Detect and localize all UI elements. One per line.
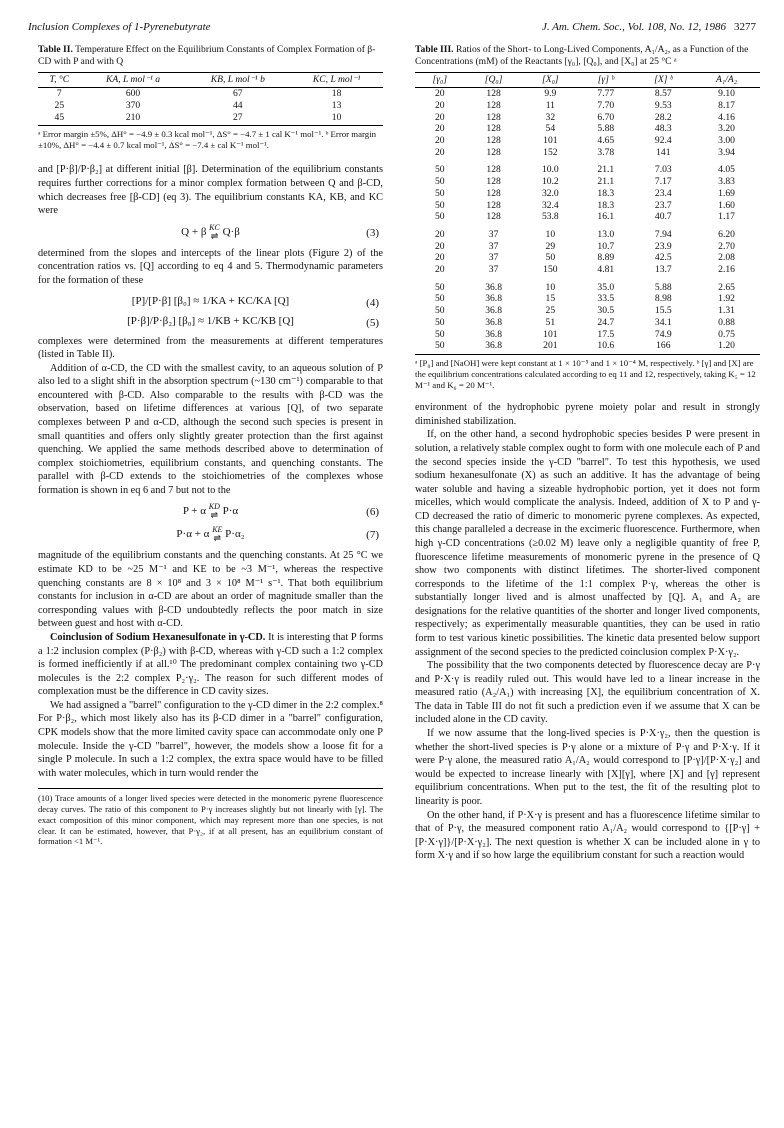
equation-7: P·α + α KE ⇌ P·α₂ (7) (176, 525, 379, 544)
table-cell: 40.7 (654, 211, 672, 223)
table-cell: 150 (543, 264, 558, 276)
table-row (415, 88, 760, 100)
header-left: Inclusion Complexes of 1-Pyrenebutyrate (28, 21, 211, 33)
table-cell: 13 (331, 99, 342, 111)
table-cell: 1.92 (718, 293, 735, 305)
table-cell: 10 (545, 281, 556, 293)
paragraph: Coinclusion of Sodium Hexanesulfonate in γ-CD. It is interesting that P forms a 1:2 inclusion complex (P·β₂) with β-CD, whereas with γ-CD such a 1:2 complex is formed inefficiently if at all.¹⁰ The predominant complex containing two γ-CD molecules is the 2:2 complex P₂·γ₂. The reason for such different modes of complexation must be the difference in CD cavity sizes. (38, 631, 383, 698)
footnote-10: (10) Trace amounts of a longer lived species were detected in the monomeric pyrene fluorescence decay curves. The ratio of this component to P·γ increases slightly but not linearly with [γ]. The exact composition of this minor component, which may represent more than one species, is not clear. It can be estimated, however, that P·γ₂, if at all present, has an equilibrium constant of formation <1 M⁻¹. (38, 788, 383, 847)
paragraph: environment of the hydrophobic pyrene moiety polar and result in strongly diminished stabilization. (415, 402, 760, 427)
table-cell: 54 (545, 123, 556, 135)
table-cell: 28.2 (654, 111, 672, 123)
table-cell: 8.89 (597, 252, 615, 264)
table3-header: A₁/A₂ (693, 72, 760, 88)
table-cell: 20 (435, 240, 445, 252)
table-cell: 1.17 (718, 211, 735, 223)
table-cell: 36.8 (485, 305, 502, 317)
table-cell: 101 (543, 135, 558, 146)
table-cell: 20 (435, 111, 445, 123)
table-cell: 141 (656, 146, 671, 158)
table-cell: 7.70 (597, 99, 615, 111)
table-cell: 50 (435, 281, 445, 293)
table-row (415, 264, 760, 276)
table-cell: 15.5 (654, 305, 672, 317)
table-row (38, 112, 383, 126)
table-row (415, 158, 760, 176)
table-cell: 7.77 (597, 88, 615, 100)
table-cell: 45 (38, 112, 81, 126)
table-cell: 36.8 (485, 281, 502, 293)
table-cell: 3.78 (597, 146, 615, 158)
table-cell: 35.0 (597, 281, 615, 293)
table-cell: 20 (435, 123, 445, 135)
table-cell: 34.1 (654, 316, 672, 328)
table-cell: 20 (435, 264, 445, 276)
table-cell: 50 (435, 328, 445, 340)
table-row (415, 147, 760, 159)
table-cell: 128 (486, 164, 501, 176)
table-cell: 13.0 (597, 228, 615, 240)
table-cell: 30.5 (597, 305, 615, 317)
table-cell: 2.65 (718, 281, 735, 293)
table2-header: KB, L mol⁻¹ b (185, 72, 290, 88)
table3-footnote: ᵃ [P₀] and [NaOH] were kept constant at 1 × 10⁻⁵ and 1 × 10⁻⁴ M, respectively. ᵇ [γ] and [X] are the equilibrium concentrations calculated according to eq 11 and 12, respectively, taking K₅ = 12 M⁻¹ and K₆ = 20 M⁻¹. (415, 357, 756, 391)
table-cell: 1.31 (718, 305, 735, 317)
paragraph: determined from the slopes and intercepts of the linear plots (Figure 2) of the concentration ratios vs. [Q] according to eq 4 and 5. Thermodynamic parameters for the formation of these (38, 247, 383, 286)
table-cell: 50 (435, 305, 445, 317)
table-row (415, 252, 760, 264)
table3-header: [γ] ᵇ (578, 72, 633, 88)
paragraph: and [P·β]/P·β₂] at different initial [β]. Determination of the equilibrium constants requires further corrections for a minor complex formation between Q and β-CD, which decreases free [β-CD] (eq 3). The equilibrium constants KA, KB, and KC were (38, 164, 383, 217)
table-cell: 17.5 (597, 328, 615, 340)
table-cell: 1.60 (718, 199, 735, 211)
table2-footnote: ᵃ Error margin ±5%, ΔH° = −4.9 ± 0.3 kcal mol⁻¹, ΔS° = −4.7 ± 1 cal K⁻¹ mol⁻¹. ᵇ Error margin ±10%, ΔH° = −4.4 ± 0.7 kcal mol⁻¹, ΔS° = −7.4 ± cal K⁻¹ mol⁻¹. (38, 129, 377, 151)
table-row (415, 176, 760, 188)
table-cell: 48.3 (654, 123, 672, 135)
table-cell: 8.17 (718, 99, 735, 111)
table-row (415, 223, 760, 241)
table-cell: 128 (486, 99, 501, 111)
table-cell: 2.70 (718, 240, 735, 252)
table-cell: 10 (545, 228, 556, 240)
table-cell: 0.88 (718, 316, 735, 328)
table-cell: 37 (488, 264, 499, 276)
table-cell: 7 (56, 88, 62, 100)
paragraph: magnitude of the equilibrium constants and the quenching constants. At 25 °C we estimate KD to be ~25 M⁻¹ and KE to be ~3 M⁻¹, whereas the respective quenching constants are 8 × 10⁸ and 3 × 10⁸ M⁻¹ s⁻¹. That both equilibrium constants for inclusion in α-CD are about an order of magnitude smaller than the corresponding values with β-CD undoubtedly reflects the poor match in size between guest and host with α-CD. (38, 550, 383, 630)
table2-header: KA, L mol⁻¹ a (81, 72, 186, 88)
table-cell: 1.69 (718, 187, 735, 199)
table-cell: 25 (545, 305, 556, 317)
table-cell: 21.1 (597, 164, 615, 176)
table-cell: 53.8 (541, 211, 559, 223)
table-row (415, 293, 760, 305)
table-row (415, 123, 760, 135)
table-cell: 36.8 (465, 340, 523, 354)
table2-header: T, °C (38, 72, 81, 88)
table-cell: 50 (435, 316, 445, 328)
table-cell: 9.10 (718, 88, 735, 100)
table-cell: 128 (486, 111, 501, 123)
table-cell: 92.4 (654, 135, 672, 146)
table-cell: 2.08 (718, 252, 735, 264)
paragraph: Addition of α-CD, the CD with the smallest cavity, to an aqueous solution of P also led to a slight shift in the absorption spectrum (~130 cm⁻¹) comparable to that encountered with β-CD. Also comparable to the results with β-CD was the observation, based on lifetime differences at various [Q], of two separate complexes between P and α-CD, although the second such species is present in small quantities and offers only slightly greater protection than the first against quenching. We applied the same methods described above to determination of complex stoichiometries, equilibrium constants, and quenching constants. The parallel with β-CD extends to the stoichiometries of the complexes whose formation is shown in eq 6 and 7 but not to the (38, 362, 383, 496)
table-cell: 25 (54, 99, 65, 111)
table-cell: 50 (435, 293, 445, 305)
table-cell: 18.3 (597, 199, 615, 211)
table-cell: 6.70 (597, 111, 615, 123)
table-row (415, 135, 760, 147)
equation-4: [P]/[P·β] [β₀] ≈ 1/KA + KC/KA [Q] (4) (131, 294, 379, 309)
table-cell: 20 (435, 252, 445, 264)
table-row (415, 340, 760, 354)
table-cell: 44 (233, 99, 243, 111)
table2-header: KC, L mol⁻¹ (290, 72, 383, 88)
table-row (415, 188, 760, 200)
table-cell: 36.8 (485, 293, 502, 305)
table-cell: 50 (435, 199, 445, 211)
table-cell: 9.9 (544, 88, 557, 100)
table-cell: 23.9 (654, 240, 672, 252)
table-cell: 3.20 (718, 123, 735, 135)
table-cell: 128 (486, 135, 501, 146)
table-cell: 15 (545, 293, 556, 305)
table-cell: 128 (486, 176, 501, 188)
table-row (415, 200, 760, 212)
table-cell: 166 (634, 340, 694, 354)
table-cell: 33.5 (597, 293, 615, 305)
table3-header: [γ₀] (415, 72, 465, 88)
table-cell: 5.88 (597, 123, 615, 135)
table-row (415, 112, 760, 124)
table-cell: 50 (545, 252, 556, 264)
table-cell: 10.6 (578, 340, 633, 354)
paragraph: If we now assume that the long-lived species is P·X·γ₂, then the question is whether the short-lived species is P·γ alone or a mixture of P·γ and P·X·γ. If it were P·γ alone, the measured ratio A₁/A₂ would correspond to [P·γ]/[P·X·γ₂] and would be expected to increase linearly with [X][γ], where [X] and [γ] represent equilibrium concentrations. When put to the test, the fit of the resulting plot to linearity is poor. (415, 728, 760, 807)
table-cell: 27 (185, 112, 290, 126)
paragraph: We had assigned a "barrel" configuration to the γ-CD dimer in the 2:2 complex.⁸ For P·β₂, which most likely also has its β-CD dimer in a "barrel" configuration, CPK models show that the more limited cavity space can accommodate only one P molecule. Inside the γ-CD "barrel", however, the models show a loose fit for a single P molecule. In such a 1:2 complex, the extra space would have to be filled with water molecules, which in turn would render the (38, 699, 383, 779)
table-cell: 37 (488, 240, 499, 252)
table-row (415, 305, 760, 317)
table-cell: 210 (81, 112, 186, 126)
running-header (28, 20, 756, 35)
paragraph: The possibility that the two components detected by fluorescence decay are P·γ and P·X·γ is readily ruled out. This would have led to a linear increase in the measured ratio (A₂/A₁) with increasing [X], the equilibrium concentration of X. The data in Table III do not fit such a prediction even if we assume that X can be included alone in the CD cavity. (415, 660, 760, 726)
table-cell: 50 (415, 340, 465, 354)
table-cell: 128 (486, 187, 501, 199)
table-cell: 3.94 (718, 146, 735, 158)
equation-6: P + α KD ⇌ P·α (6) (182, 502, 379, 521)
table-cell: 4.65 (597, 135, 615, 146)
table-cell: 3.83 (718, 176, 735, 188)
table-cell: 21.1 (597, 176, 615, 188)
table-cell: 18 (331, 88, 342, 100)
table-cell: 8.57 (654, 88, 672, 100)
table-cell: 18.3 (597, 187, 615, 199)
table-cell: 201 (523, 340, 578, 354)
table-cell: 10.2 (541, 176, 559, 188)
table-cell: 6.20 (718, 228, 735, 240)
paragraph: complexes were determined from the measurements at different temperatures (listed in Table II). (38, 335, 383, 361)
table3-header: [X₀] (523, 72, 578, 88)
table2 (38, 72, 383, 127)
table-cell: 50 (435, 176, 445, 188)
table3-header: [X] ᵇ (634, 72, 694, 88)
table-cell: 37 (488, 252, 499, 264)
table-cell: 74.9 (654, 328, 672, 340)
table-cell: 50 (435, 164, 445, 176)
table-cell: 13.7 (654, 264, 672, 276)
left-column (38, 44, 383, 847)
table-cell: 370 (125, 99, 141, 111)
table-cell: 8.98 (654, 293, 672, 305)
table-cell: 3.00 (718, 135, 735, 146)
table-cell: 7.94 (654, 228, 672, 240)
table-cell: 7.17 (654, 176, 672, 188)
table-cell: 20 (435, 228, 445, 240)
paragraph: If, on the other hand, a second hydrophobic species besides P were present in solution, a relatively stable complex ought to form with one molecule each of P and the second species inside the γ-CD "barrel". To test this hypothesis, we used sodium hexanesulfonate (X) as such an additive. It has the advantage of being water soluble and having a sizeable hydrophobic portion, yet it does not form micelles, which would complicate the analysis. Indeed, addition of X to P and γ-CD decreased the ratio of dimeric to monomeric pyrene complexes. As expected, this change paralleled a decrease in the excimeric fluorescence. Furthermore, when high γ-CD concentrations (≥0.02 M) leave only a negligible quantity of free P, fluorescence lifetime measurements of monomeric pyrene in the presence of Q show two components with distinct lifetimes. The shorter-lived component corresponds to the lifetime of the 1:1 complex P·γ, whereas the other is substantially longer lived and is almost unaffected by [Q]. A₁ and A₂ are designations for the relative quantities of the shorter and longer lived components, respectively; as experimentally measurable quantities, they can be used in ratio form to test various kinetic possibilities. The kinetic data presented below support assignment of the second species to the predicted coinclusion complex P·X·γ₂. (415, 429, 760, 658)
table3 (415, 72, 760, 355)
table-cell: 42.5 (654, 252, 672, 264)
right-column (415, 44, 760, 863)
header-right: J. Am. Chem. Soc., Vol. 108, No. 12, 1986 3277 (541, 21, 756, 33)
table-cell: 50 (435, 211, 445, 223)
table-cell: 32.0 (541, 187, 559, 199)
table-row (38, 100, 383, 112)
table-cell: 7.03 (654, 164, 672, 176)
table-row (415, 211, 760, 223)
table-cell: 20 (435, 99, 445, 111)
table-cell: 36.8 (485, 316, 502, 328)
table-cell: 10.0 (541, 164, 559, 176)
table-row (415, 317, 760, 329)
table-cell: 36.8 (485, 328, 502, 340)
table-cell: 128 (486, 199, 501, 211)
table-cell: 32.4 (541, 199, 559, 211)
table-cell: 50 (435, 187, 445, 199)
section-heading: Coinclusion of Sodium Hexanesulfonate in γ-CD. (50, 631, 266, 643)
table-cell: 11 (545, 99, 555, 111)
table-row (415, 241, 760, 253)
table-cell: 101 (543, 328, 558, 340)
table-cell: 128 (486, 88, 501, 100)
table-cell: 10.7 (597, 240, 615, 252)
table-cell: 128 (486, 211, 501, 223)
table3-caption: Table III. Ratios of the Short- to Long-Lived Components, A₁/A₂, as a Function of the Concentrations (mM) of the Reactants [γ₀], [Q₀], and [X₀] at 25 °C ᵃ (415, 44, 749, 68)
table-cell: 0.75 (718, 328, 735, 340)
equation-3: Q + β KC ⇌ Q·β (3) (181, 222, 379, 241)
table-cell: 4.16 (718, 111, 735, 123)
table-cell: 24.7 (597, 316, 615, 328)
table-cell: 4.81 (597, 264, 615, 276)
table-row (415, 329, 760, 341)
table-row (415, 276, 760, 294)
table-row (38, 88, 383, 100)
table-cell: 20 (435, 88, 445, 100)
page-number: 3277 (734, 21, 756, 33)
table3-header: [Q₀] (465, 72, 523, 88)
table-cell: 51 (545, 316, 556, 328)
paragraph: On the other hand, if P·X·γ is present and has a fluorescence lifetime similar to that of P·γ, the measured component ratio A₁/A₂ would correspond to {[P·γ] + [P·X·γ]}/[P·X·γ₂]. The next question is whether X can be included alone in γ to form X·γ and if so how large the equilibrium constant for such a reaction would (415, 809, 760, 862)
table2-caption: Table II. Temperature Effect on the Equilibrium Constants of Complex Formation of β-CD with P and with Q (38, 44, 376, 68)
table-cell: 128 (486, 146, 501, 158)
table-cell: 23.4 (654, 187, 672, 199)
table-cell: 23.7 (654, 199, 672, 211)
table-cell: 152 (543, 146, 558, 158)
table-cell: 128 (486, 123, 501, 135)
table-cell: 32 (545, 111, 556, 123)
table-row (415, 100, 760, 112)
table-cell: 20 (435, 135, 445, 146)
table-cell: 5.88 (654, 281, 672, 293)
table-cell: 9.53 (654, 99, 672, 111)
table-cell: 20 (435, 146, 445, 158)
table-cell: 37 (488, 228, 499, 240)
table-cell: 67 (233, 88, 243, 100)
table-cell: 29 (545, 240, 556, 252)
equation-5: [P·β]/P·β₂] [β₀] ≈ 1/KB + KC/KB [Q] (5) (127, 315, 379, 330)
table-cell: 1.20 (693, 340, 760, 354)
table-cell: 4.05 (718, 164, 735, 176)
table-cell: 10 (290, 112, 383, 126)
table-cell: 600 (125, 88, 141, 100)
table-cell: 2.16 (718, 264, 735, 276)
table-cell: 16.1 (597, 211, 615, 223)
